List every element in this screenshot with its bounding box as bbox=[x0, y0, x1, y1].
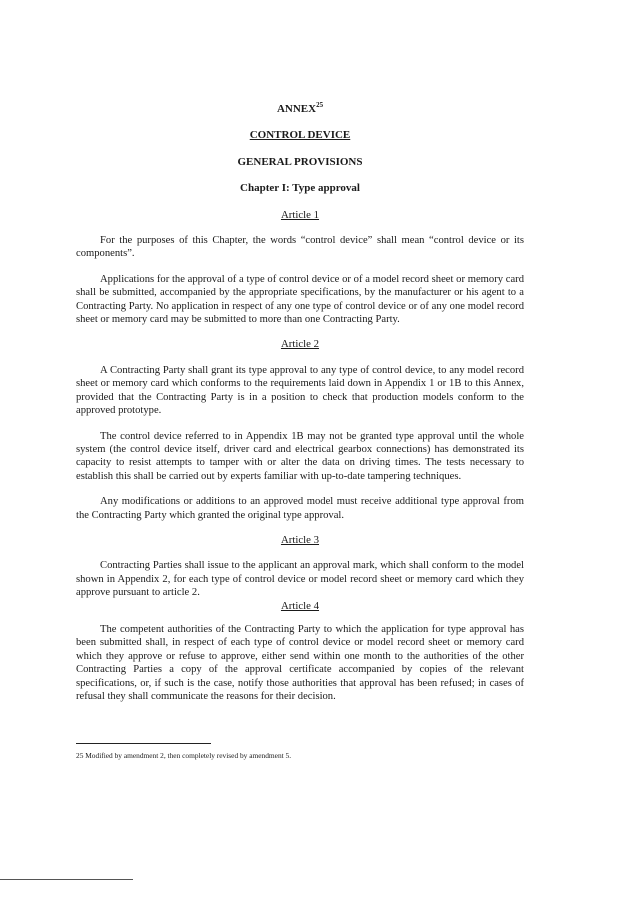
footnote-ref[interactable]: 25 bbox=[316, 101, 324, 109]
article-2 bbox=[76, 338, 524, 521]
paragraph: Applications for the approval of a type of control device or of a model record sheet or memory card shall be submitted, accompanied by the appropriate specifications, by the manufacturer or his agent to a Contracting Party. No application in respect of any one type of control device or of any one model record sheet or memory card may be submitted to more than one Contracting Party. bbox=[76, 273, 524, 326]
annex-label: ANNEX bbox=[276, 103, 317, 115]
paragraph: Contracting Parties shall issue to the applicant an approval mark, which shall conform to the model shown in Appendix 2, for each type of control device or model record sheet or memory card which they approve pursuant to article 2. bbox=[76, 560, 524, 599]
section-title: GENERAL PROVISIONS bbox=[237, 155, 363, 168]
article-heading: Article 1 bbox=[280, 208, 320, 221]
paragraph: Any modifications or additions to an approved model must receive additional type approval from the Contracting Party which granted the original type approval. bbox=[76, 496, 524, 521]
paragraph: The control device referred to in Appendix 1B may not be granted type approval until the whole system (the control device itself, driver card and electrical gearbox connections) has demonstrated its capacity to resist attempts to tamper with or alter the data on driving times. The tests necessary to establish this shall be carried out by experts familiar with up-to-date tampering techniques. bbox=[76, 430, 524, 482]
article-heading: Article 3 bbox=[280, 533, 320, 546]
paragraph: For the purposes of this Chapter, the words “control device” shall mean “control device or its components”. bbox=[76, 235, 524, 260]
annex-heading bbox=[76, 103, 524, 116]
article-heading: Article 2 bbox=[280, 338, 320, 351]
footnote-separator bbox=[76, 743, 211, 744]
paragraph: A Contracting Party shall grant its type approval to any type of control device, to any model record sheet or memory card which conforms to the requirements laid down in Appendix 1 or 1B to this Annex, provided that the Contracting Party is in a position to check that production models conform to the approved prototype. bbox=[76, 364, 524, 417]
article-4 bbox=[76, 600, 524, 704]
article-heading: Article 4 bbox=[280, 599, 320, 612]
paragraph: The competent authorities of the Contracting Party to which the application for type approval has been submitted shall, in respect of each type of control device or model record sheet or memory card which they approve or refuse to approve, either send within one month to the authorities of the other Contracting Parties a copy of the approval certificate accompanied by copies of the relevant specifications, or, if such is the case, notify those authorities that approval has been refused; in cases of refusal they shall communicate the reasons for their decision. bbox=[76, 623, 524, 702]
document-title: CONTROL DEVICE bbox=[249, 129, 351, 142]
footnote: 25 Modified by amendment 2, then completely revised by amendment 5. bbox=[76, 751, 292, 760]
page-edge-line bbox=[0, 879, 133, 880]
article-3 bbox=[76, 534, 524, 600]
document-page bbox=[76, 103, 524, 715]
article-1 bbox=[76, 209, 524, 327]
chapter-title: Chapter I: Type approval bbox=[240, 182, 360, 195]
